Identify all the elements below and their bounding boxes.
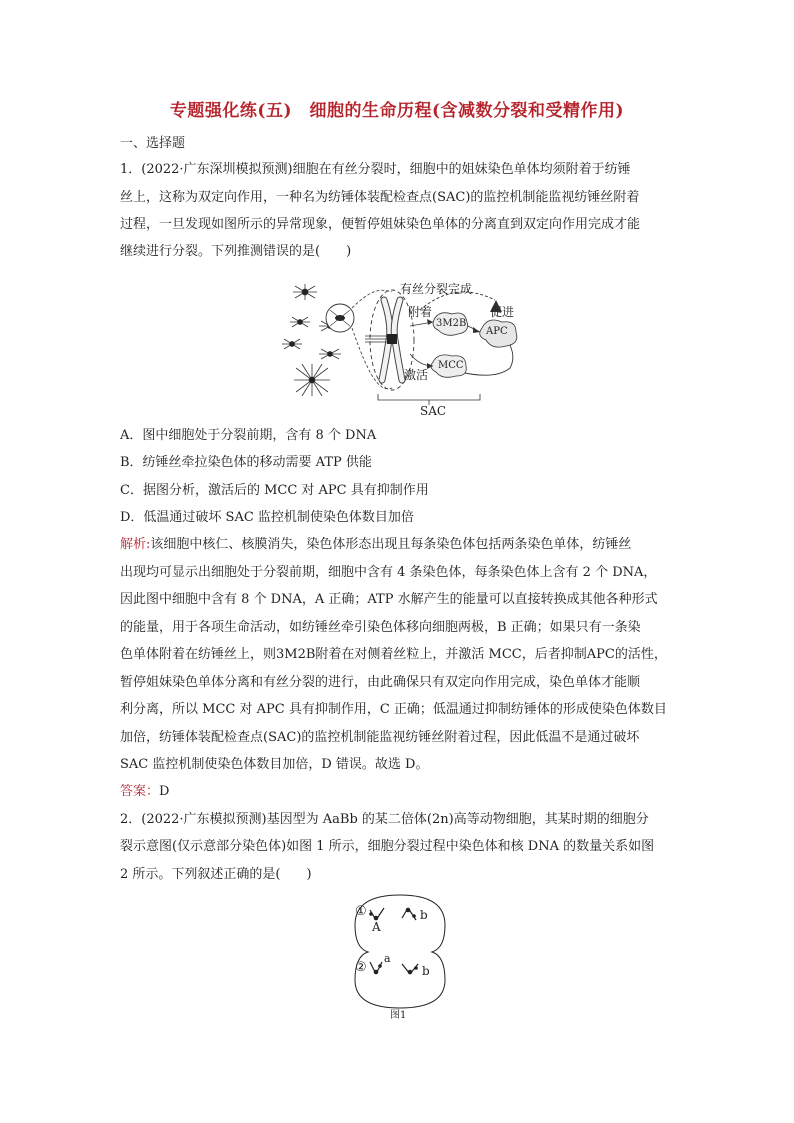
label-attach: 附着 [408,305,433,319]
question-1-line: 丝上，这称为双定向作用，一种名为纺锤体装配检查点(SAC)的监控机制能监视纺锤丝附着 [120,190,640,205]
gene-A-label: A [372,920,381,934]
option-b: B．纺锤丝牵拉染色体的移动需要 ATP 供能 [120,455,372,470]
question-1-line: 继续进行分裂。下列推测错误的是( ) [120,244,352,259]
marker-2: ② [355,960,367,975]
marker-1: ① [355,904,367,919]
question-2-line: 2 所示。下列叙述正确的是( ) [120,867,312,882]
section-heading: 一、选择题 [120,136,186,151]
analysis-line: 利分离，所以 MCC 对 APC 具有抑制作用，C 正确；低温通过抑制纺锤体的形成使染色体数目 [120,702,667,717]
analysis-line [120,531,680,559]
analysis-line: 加倍，纺锤体装配检查点(SAC)的监控机制能监视纺锤丝附着过程，因此低温不是通过破坏 [120,730,640,745]
gene-b-top-label: b [420,908,428,922]
figure-caption: 图1 [390,1010,407,1021]
gene-a-label: a [384,952,391,965]
small-cells [282,284,341,396]
q2-figure-1 [340,890,460,1020]
analysis-text: 该细胞中核仁、核膜消失，染色体形态出现且每条染色体包括两条染色单体，纺锤丝 [150,537,632,552]
analysis-line: 因此图中细胞中含有 8 个 DNA，A 正确；ATP 水解产生的能量可以直接转换成其他各种形式 [120,592,658,607]
cell-outline [355,895,445,1008]
analysis-line: SAC 监控机制使染色体数目加倍，D 错误。故选 D。 [120,757,429,772]
analysis-line: 出现均可显示出细胞处于分裂前期，细胞中含有 4 条染色体，每条染色体上含有 2 个 DNA， [120,565,657,580]
label-mitosis-complete: 有丝分裂完成 [400,282,473,296]
analysis-label: 解析: [120,537,151,552]
page-title: 专题强化练(五) 细胞的生命历程(含减数分裂和受精作用) [169,101,625,121]
answer-line [120,778,680,806]
label-apc: APC [486,326,508,337]
question-2-line: 2．(2022·广东模拟预测)基因型为 AaBb 的某二倍体(2n)高等动物细胞，其某时期的细胞分 [120,812,649,827]
label-sac: SAC [420,404,447,418]
answer-label: 答案： [120,784,160,799]
question-2-line: 裂示意图(仅示意部分染色体)如图 1 所示，细胞分裂过程中染色体和核 DNA 的数量关系如图 [120,839,655,854]
label-3m2b: 3M2B [436,318,467,329]
label-promote: 促进 [490,305,515,319]
option-c: C．据图分析，激活后的 MCC 对 APC 具有抑制作用 [120,483,429,498]
option-a: A．图中细胞处于分裂前期，含有 8 个 DNA [120,428,377,443]
label-activate: 激活 [404,368,429,382]
label-mcc: MCC [438,360,464,371]
q1-figure [270,270,530,420]
chromosome [365,300,402,380]
analysis-line: 暂停姐妹染色单体分离和有丝分裂的进行，由此确保只有双定向作用完成，染色单体才能顺 [120,675,641,690]
analysis-line: 的能量，用于各项生命活动，如纺锤丝牵引染色体移向细胞两极，B 正确；如果只有一条染 [120,620,641,635]
analysis-line: 色单体附着在纺锤丝上，则3M2B附着在对侧着丝粒上，并激活 MCC，后者抑制APC的活性， [120,647,667,662]
question-1-line: 过程，一旦发现如图所示的异常现象，便暂停姐妹染色单体的分离直到双定向作用完成才能 [120,217,641,232]
magnified-cell [326,304,354,332]
sac-bracket [378,394,480,400]
gene-b-bottom-label: b [422,964,430,978]
option-d: D．低温通过破坏 SAC 监控机制使染色体数目加倍 [120,510,414,525]
answer-value: D [159,784,170,799]
question-1-line: 1．(2022·广东深圳模拟预测)细胞在有丝分裂时，细胞中的姐妹染色单体均须附着于纺锤 [120,162,631,177]
